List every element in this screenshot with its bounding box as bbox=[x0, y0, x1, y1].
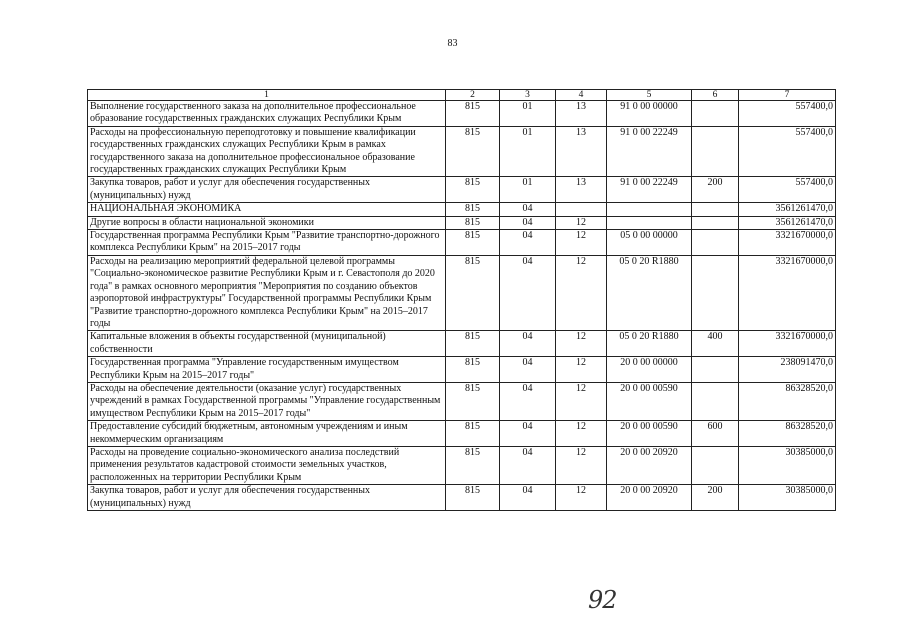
table-row bbox=[88, 331, 836, 357]
expense-type-cell bbox=[692, 357, 739, 383]
table-row bbox=[88, 357, 836, 383]
target-article-cell: 05 0 20 R1880 bbox=[607, 255, 692, 330]
ministry-code-cell: 815 bbox=[446, 255, 500, 330]
budget-table bbox=[87, 89, 836, 511]
amount-cell: 557400,0 bbox=[739, 101, 836, 127]
amount-cell: 3321670000,0 bbox=[739, 230, 836, 256]
item-name-cell: Другие вопросы в области национальной экономики bbox=[88, 216, 446, 229]
item-name-cell: Закупка товаров, работ и услуг для обеспечения государственных (муниципальных) нужд bbox=[88, 177, 446, 203]
target-article-cell: 05 0 20 R1880 bbox=[607, 331, 692, 357]
subsection-code-cell: 12 bbox=[556, 331, 607, 357]
amount-cell: 3561261470,0 bbox=[739, 203, 836, 216]
section-code-cell: 04 bbox=[500, 446, 556, 484]
target-article-cell: 20 0 00 00590 bbox=[607, 421, 692, 447]
section-code-cell: 01 bbox=[500, 101, 556, 127]
ministry-code-cell: 815 bbox=[446, 421, 500, 447]
section-code-cell: 04 bbox=[500, 421, 556, 447]
expense-type-cell bbox=[692, 255, 739, 330]
target-article-cell bbox=[607, 203, 692, 216]
target-article-cell: 20 0 00 00000 bbox=[607, 357, 692, 383]
subsection-code-cell: 13 bbox=[556, 101, 607, 127]
item-name-cell: Расходы на проведение социально-экономического анализа последствий применения результатов кадастровой стоимости земельных участков, расположенных на территории Республики Крым bbox=[88, 446, 446, 484]
expense-type-cell: 600 bbox=[692, 421, 739, 447]
item-name-cell: Выполнение государственного заказа на дополнительное профессиональное образование государственных гражданских служащих Республики Крым bbox=[88, 101, 446, 127]
column-header: 1 bbox=[88, 90, 446, 101]
item-name-cell: Расходы на реализацию мероприятий федеральной целевой программы "Социально-экономическое развитие Республики Крым и г. Севастополя до 2020 года" в рамках основного мероприятия "Мероприятия по созданию объектов аэропортовой инфраструктуры" Государственной программы Республики Крым "Развитие транспортно-дорожного комплекса Республики Крым" на 2015–2017 годы bbox=[88, 255, 446, 330]
expense-type-cell: 200 bbox=[692, 177, 739, 203]
subsection-code-cell: 12 bbox=[556, 382, 607, 420]
expense-type-cell bbox=[692, 446, 739, 484]
handwritten-page-note: 92 bbox=[588, 586, 617, 614]
item-name-cell: Закупка товаров, работ и услуг для обеспечения государственных (муниципальных) нужд bbox=[88, 485, 446, 511]
ministry-code-cell: 815 bbox=[446, 216, 500, 229]
amount-cell: 3561261470,0 bbox=[739, 216, 836, 229]
expense-type-cell bbox=[692, 230, 739, 256]
expense-type-cell bbox=[692, 101, 739, 127]
target-article-cell: 20 0 00 20920 bbox=[607, 485, 692, 511]
target-article-cell: 91 0 00 00000 bbox=[607, 101, 692, 127]
amount-cell: 557400,0 bbox=[739, 177, 836, 203]
item-name-cell: Расходы на обеспечение деятельности (оказание услуг) государственных учреждений в рамках Государственной программы "Управление государственным имуществом Республики Крым на 2015–2017 годы" bbox=[88, 382, 446, 420]
column-header: 2 bbox=[446, 90, 500, 101]
amount-cell: 86328520,0 bbox=[739, 382, 836, 420]
subsection-code-cell: 12 bbox=[556, 216, 607, 229]
section-code-cell: 04 bbox=[500, 203, 556, 216]
ministry-code-cell: 815 bbox=[446, 446, 500, 484]
subsection-code-cell: 12 bbox=[556, 255, 607, 330]
section-code-cell: 01 bbox=[500, 177, 556, 203]
table-row bbox=[88, 485, 836, 511]
item-name-cell: НАЦИОНАЛЬНАЯ ЭКОНОМИКА bbox=[88, 203, 446, 216]
ministry-code-cell: 815 bbox=[446, 382, 500, 420]
target-article-cell: 05 0 00 00000 bbox=[607, 230, 692, 256]
target-article-cell: 91 0 00 22249 bbox=[607, 126, 692, 177]
amount-cell: 3321670000,0 bbox=[739, 331, 836, 357]
table-row bbox=[88, 126, 836, 177]
section-code-cell: 04 bbox=[500, 216, 556, 229]
header-row bbox=[88, 90, 836, 101]
column-header: 6 bbox=[692, 90, 739, 101]
ministry-code-cell: 815 bbox=[446, 101, 500, 127]
table-row bbox=[88, 177, 836, 203]
table-row bbox=[88, 255, 836, 330]
item-name-cell: Государственная программа Республики Крым "Развитие транспортно-дорожного комплекса Республики Крым" на 2015–2017 годы bbox=[88, 230, 446, 256]
ministry-code-cell: 815 bbox=[446, 203, 500, 216]
amount-cell: 3321670000,0 bbox=[739, 255, 836, 330]
section-code-cell: 04 bbox=[500, 357, 556, 383]
table-row bbox=[88, 230, 836, 256]
item-name-cell: Расходы на профессиональную переподготовку и повышение квалификации государственных гражданских служащих Республики Крым в рамках государственного заказа на дополнительное профессиональное образование государственных гражданских служащих Республики Крым bbox=[88, 126, 446, 177]
ministry-code-cell: 815 bbox=[446, 126, 500, 177]
column-header: 4 bbox=[556, 90, 607, 101]
section-code-cell: 04 bbox=[500, 331, 556, 357]
page-number: 83 bbox=[447, 38, 458, 49]
section-code-cell: 04 bbox=[500, 382, 556, 420]
subsection-code-cell bbox=[556, 203, 607, 216]
amount-cell: 86328520,0 bbox=[739, 421, 836, 447]
column-header: 3 bbox=[500, 90, 556, 101]
ministry-code-cell: 815 bbox=[446, 485, 500, 511]
ministry-code-cell: 815 bbox=[446, 230, 500, 256]
ministry-code-cell: 815 bbox=[446, 357, 500, 383]
table-row bbox=[88, 101, 836, 127]
target-article-cell: 20 0 00 20920 bbox=[607, 446, 692, 484]
expense-type-cell: 400 bbox=[692, 331, 739, 357]
target-article-cell bbox=[607, 216, 692, 229]
table-row bbox=[88, 382, 836, 420]
amount-cell: 238091470,0 bbox=[739, 357, 836, 383]
subsection-code-cell: 12 bbox=[556, 485, 607, 511]
item-name-cell: Капитальные вложения в объекты государственной (муниципальной) собственности bbox=[88, 331, 446, 357]
expense-type-cell bbox=[692, 382, 739, 420]
amount-cell: 30385000,0 bbox=[739, 446, 836, 484]
subsection-code-cell: 13 bbox=[556, 126, 607, 177]
item-name-cell: Предоставление субсидий бюджетным, автономным учреждениям и иным некоммерческим организациям bbox=[88, 421, 446, 447]
expense-type-cell bbox=[692, 203, 739, 216]
subsection-code-cell: 12 bbox=[556, 446, 607, 484]
section-code-cell: 01 bbox=[500, 126, 556, 177]
column-header: 7 bbox=[739, 90, 836, 101]
section-code-cell: 04 bbox=[500, 230, 556, 256]
subsection-code-cell: 12 bbox=[556, 421, 607, 447]
subsection-code-cell: 13 bbox=[556, 177, 607, 203]
table-row bbox=[88, 421, 836, 447]
ministry-code-cell: 815 bbox=[446, 177, 500, 203]
subsection-code-cell: 12 bbox=[556, 357, 607, 383]
target-article-cell: 20 0 00 00590 bbox=[607, 382, 692, 420]
table-row bbox=[88, 446, 836, 484]
subsection-code-cell: 12 bbox=[556, 230, 607, 256]
expense-type-cell bbox=[692, 126, 739, 177]
amount-cell: 557400,0 bbox=[739, 126, 836, 177]
amount-cell: 30385000,0 bbox=[739, 485, 836, 511]
table-row bbox=[88, 203, 836, 216]
expense-type-cell: 200 bbox=[692, 485, 739, 511]
section-code-cell: 04 bbox=[500, 255, 556, 330]
target-article-cell: 91 0 00 22249 bbox=[607, 177, 692, 203]
ministry-code-cell: 815 bbox=[446, 331, 500, 357]
column-header: 5 bbox=[607, 90, 692, 101]
item-name-cell: Государственная программа "Управление государственным имуществом Республики Крым на 2015–2017 годы" bbox=[88, 357, 446, 383]
table-row bbox=[88, 216, 836, 229]
expense-type-cell bbox=[692, 216, 739, 229]
section-code-cell: 04 bbox=[500, 485, 556, 511]
